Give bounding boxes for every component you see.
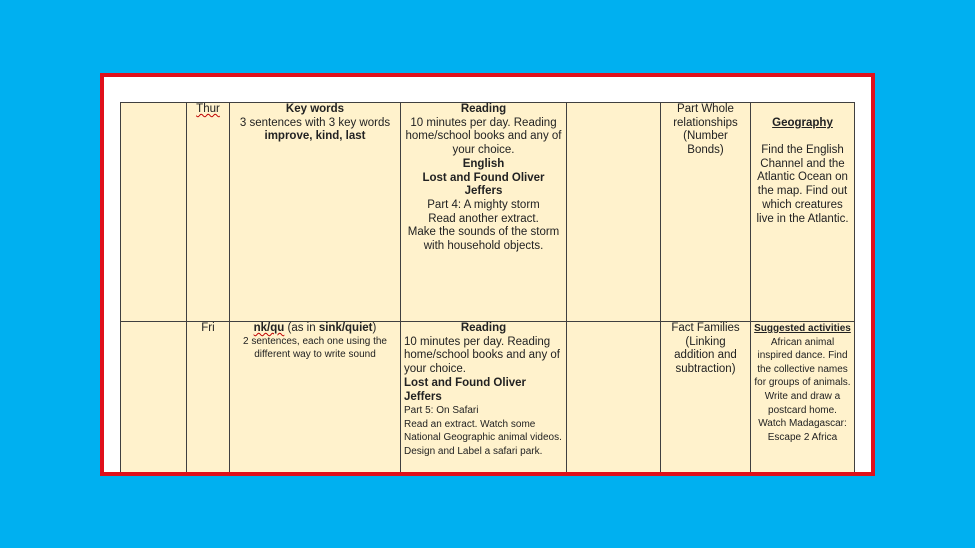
book-title: Lost and Found Oliver Jeffers [422, 171, 545, 198]
phonics-cell [230, 322, 401, 477]
english-title: English [462, 157, 505, 170]
blank-cell [121, 103, 187, 322]
phonics-cell [230, 103, 401, 322]
reading-title: Reading [460, 103, 507, 115]
lesson-activity: Design and Label a safari park. [404, 446, 543, 457]
topic-title: Geography [772, 116, 833, 129]
phonics-example-words: sink/quiet [318, 322, 373, 334]
slide-frame [100, 73, 875, 476]
blank-cell [121, 322, 187, 477]
phonics-title-text: ) [372, 322, 377, 334]
day-cell [187, 103, 230, 322]
phonics-title [233, 322, 397, 336]
book-title: Lost and Found Oliver Jeffers [404, 376, 527, 403]
maths-text: Fact Families (Linking addition and subtraction) [671, 322, 740, 376]
phonics-sound-code: nk/qu [253, 322, 285, 334]
phonics-instruction: 2 sentences, each one using the different way to write sound [243, 335, 387, 360]
lesson-activity: Read another extract. [428, 212, 539, 225]
blank-cell [567, 322, 661, 477]
topic-text: African animal inspired dance. Find the collective names for groups of animals. Write and draw a postcard home. Watch Madagascar: Escape 2 Africa [754, 336, 851, 443]
topic-cell [751, 322, 855, 477]
literacy-cell [401, 103, 567, 322]
day-cell [187, 322, 230, 477]
lesson-activity: Read an extract. Watch some National Geographic animal videos. [404, 418, 562, 444]
weekly-plan-table [120, 102, 855, 476]
lesson-activity: Make the sounds of the storm with household objects. [407, 226, 560, 253]
maths-cell [661, 103, 751, 322]
day-label: Fri [201, 322, 215, 334]
day-label: Thur [196, 103, 220, 115]
table-row-thursday [121, 103, 855, 322]
lesson-part: Part 4: A mighty storm [427, 198, 540, 211]
table-row-friday [121, 322, 855, 477]
phonics-title: Key words [285, 103, 345, 115]
maths-text: Part Whole relationships (Number Bonds) [673, 103, 738, 157]
topic-cell [751, 103, 855, 322]
blank-cell [567, 103, 661, 322]
lesson-part: Part 5: On Safari [404, 405, 479, 417]
phonics-key-words: improve, kind, last [264, 130, 366, 143]
phonics-title-text: (as in [284, 322, 319, 334]
reading-text: 10 minutes per day. Reading home/school books and any of your choice. [405, 116, 562, 157]
maths-cell [661, 322, 751, 477]
reading-title: Reading [460, 322, 507, 334]
topic-title: Suggested activities [754, 323, 851, 334]
phonics-instruction: 3 sentences with 3 key words [239, 116, 391, 129]
reading-text: 10 minutes per day. Reading home/school books and any of your choice. [404, 335, 560, 376]
topic-text: Find the English Channel and the Atlantic Ocean on the map. Find out which creatures live in the Atlantic. [756, 144, 849, 225]
literacy-cell [401, 322, 567, 477]
